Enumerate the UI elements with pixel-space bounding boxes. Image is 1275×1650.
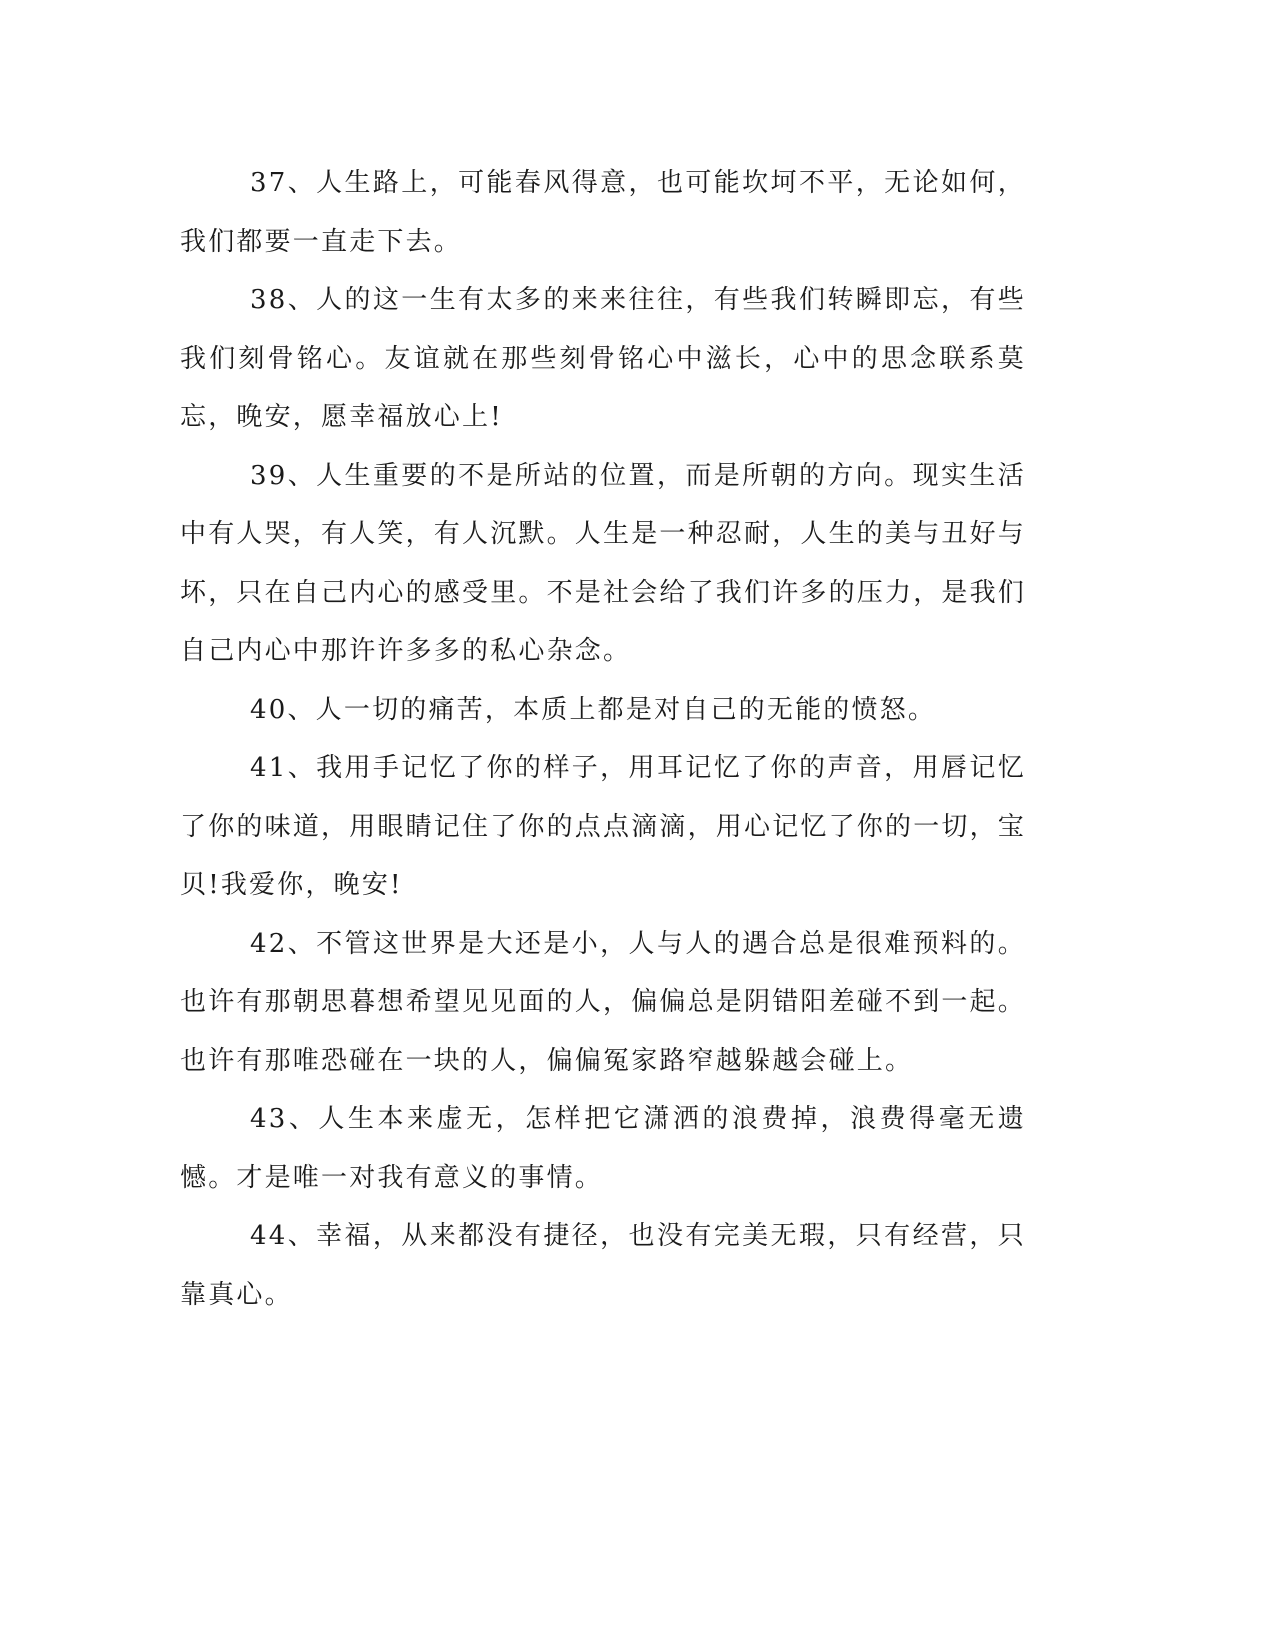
paragraph-40: 40、人一切的痛苦，本质上都是对自己的无能的愤怒。 xyxy=(250,694,937,725)
paragraph-38: 38、人的这一生有太多的来来往往，有些我们转瞬即忘，有些我们刻骨铭心。友谊就在那些刻骨铭心中滋长，心中的思念联系莫忘，晚安，愿幸福放心上! xyxy=(180,285,1026,432)
paragraph-41: 41、我用手记忆了你的样子，用耳记忆了你的声音，用唇记忆了你的味道，用眼睛记住了你的点点滴滴，用心记忆了你的一切，宝贝!我爱你，晚安! xyxy=(180,753,1027,900)
paragraph-42: 42、不管这世界是大还是小，人与人的遇合总是很难预料的。也许有那朝思暮想希望见见面的人，偏偏总是阴错阳差碰不到一起。也许有那唯恐碰在一块的人，偏偏冤家路窄越躲越会碰上。 xyxy=(180,928,1027,1076)
paragraph-39: 39、人生重要的不是所站的位置，而是所朝的方向。现实生活中有人哭，有人笑，有人沉默。人生是一种忍耐，人生的美与丑好与坏，只在自己内心的感受里。不是社会给了我们许多的压力，是我们自己内心中那许许多多的私心杂念。 xyxy=(180,460,1027,666)
document-body xyxy=(180,154,1026,1324)
paragraph-43: 43、人生本来虚无，怎样把它潇洒的浪费掉，浪费得毫无遗憾。才是唯一对我有意义的事情。 xyxy=(180,1104,1026,1193)
paragraph-37: 37、人生路上，可能春风得意，也可能坎坷不平，无论如何，我们都要一直走下去。 xyxy=(180,168,1026,257)
paragraph-44: 44、幸福，从来都没有捷径，也没有完美无瑕，只有经营，只靠真心。 xyxy=(180,1221,1026,1310)
